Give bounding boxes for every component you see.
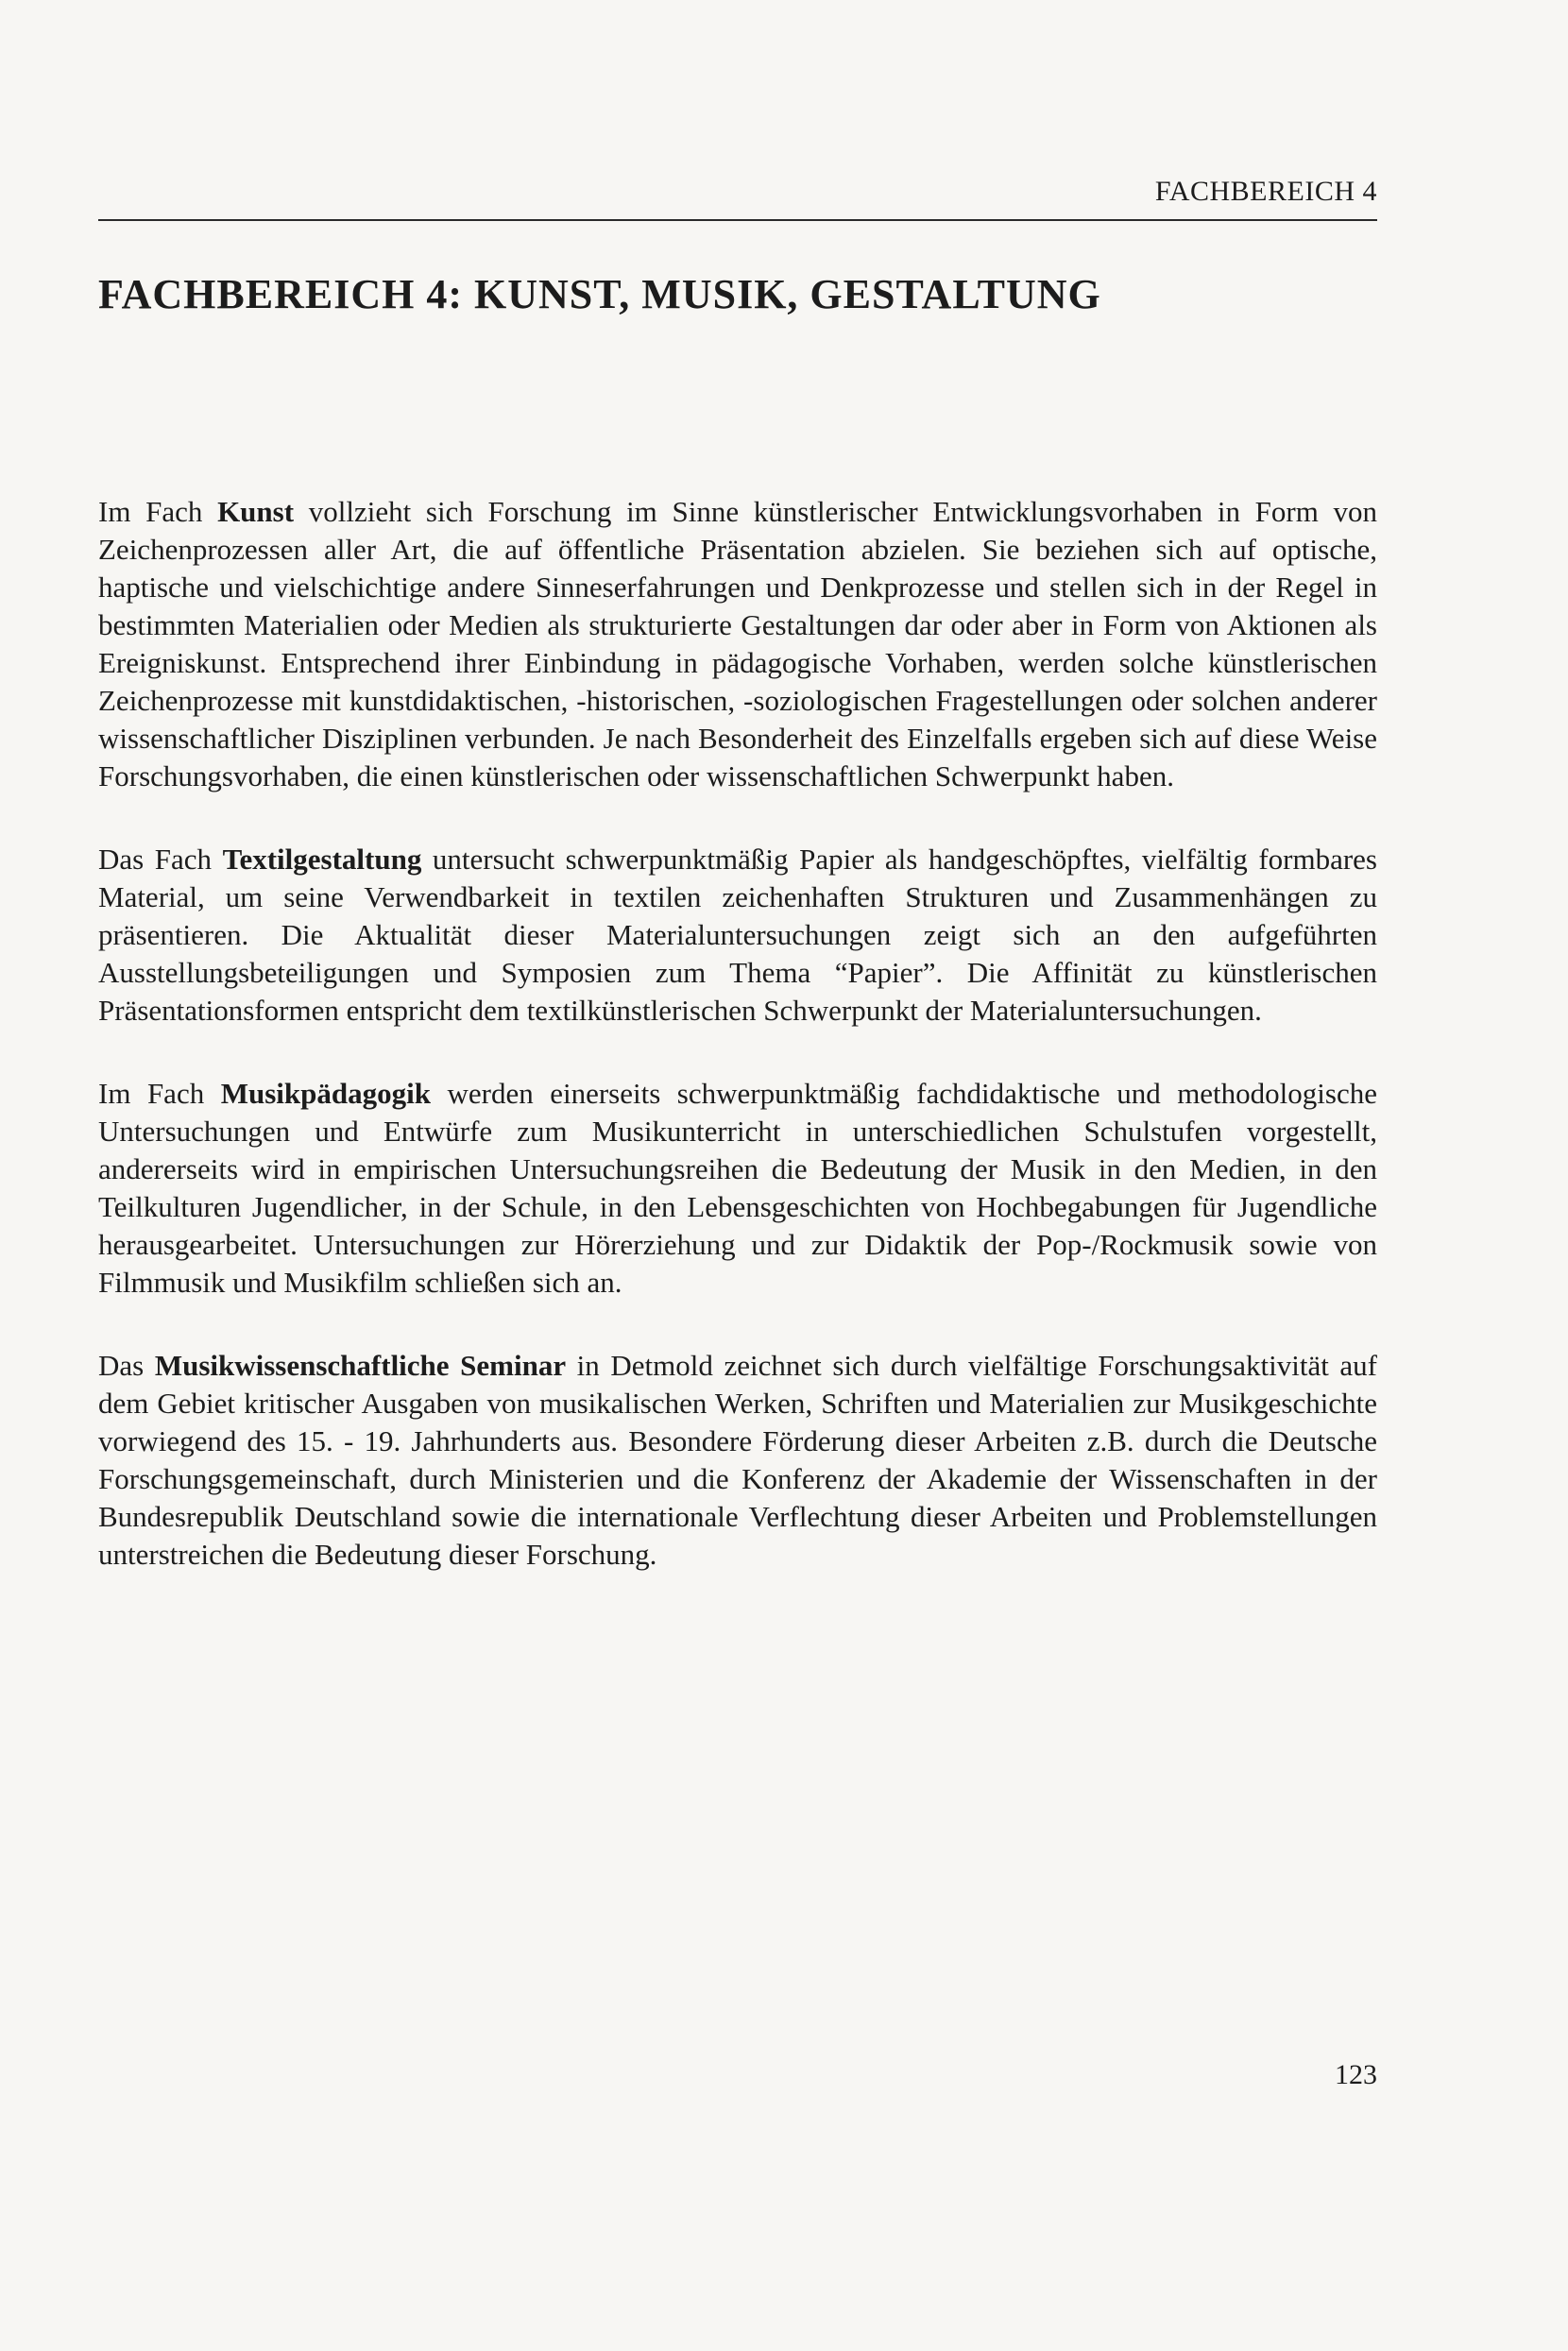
paragraph-prefix: Im Fach: [98, 495, 218, 528]
page-number: 123: [1335, 2059, 1377, 2090]
subject-kunst: Kunst: [217, 495, 295, 528]
subject-textilgestaltung: Textilgestaltung: [222, 843, 422, 876]
paragraph-text: untersucht schwerpunktmäßig Papier als handgeschöpftes, vielfältig formbares Material, um seine Verwendbarkeit in textilen zeichenhaften Strukturen und Zusammenhängen zu präsentieren. Die Aktualität dieser Materialuntersuchungen zeigt sich an den aufgeführten Ausstellungsbeteiligungen und Symposien zum Thema “Papier”. Die Affinität zu künstlerischen Präsentationsformen entspricht dem textilkünstlerischen Schwerpunkt der Materialuntersuchungen.: [98, 843, 1377, 1027]
running-header: FACHBEREICH 4: [1154, 176, 1377, 207]
paragraph-prefix: Das: [98, 1349, 155, 1382]
paragraph-prefix: Das Fach: [98, 843, 223, 876]
body-text: [98, 493, 1377, 1619]
paragraph-kunst: [98, 493, 1377, 795]
paragraph-text: in Detmold zeichnet sich durch vielfältige Forschungsaktivität auf dem Gebiet kritischer Ausgaben von musikalischen Werken, Schriften und Materialien zur Musikgeschichte vorwiegend des 15. - 19. Jahrhunderts aus. Besondere Förderung dieser Arbeiten z.B. durch die Deutsche Forschungsgemeinschaft, durch Ministerien und die Konferenz der Akademie der Wissenschaften in der Bundesrepublik Deutschland sowie die internationale Verflechtung dieser Arbeiten und Problemstellungen unterstreichen die Bedeutung dieser Forschung.: [98, 1349, 1377, 1571]
paragraph-prefix: Im Fach: [98, 1077, 221, 1110]
paragraph-musikwissenschaft: [98, 1347, 1377, 1574]
paragraph-text: vollzieht sich Forschung im Sinne künstlerischer Entwicklungsvorhaben in Form von Zeichenprozessen aller Art, die auf öffentliche Präsentation abzielen. Sie beziehen sich auf optische, haptische und vielschichtige andere Sinneserfahrungen und Denkprozesse und stellen sich in der Regel in bestimmten Materialien oder Medien als strukturierte Gestaltungen dar oder aber in Form von Aktionen als Ereigniskunst. Entsprechend ihrer Einbindung in pädagogische Vorhaben, werden solche künstlerischen Zeichenprozesse mit kunstdidaktischen, -historischen, -soziologischen Fragestellungen oder solchen anderer wissenschaftlicher Disziplinen verbunden. Je nach Besonderheit des Einzelfalls ergeben sich auf diese Weise Forschungsvorhaben, die einen künstlerischen oder wissenschaftlichen Schwerpunkt haben.: [98, 495, 1377, 792]
header-rule: [98, 219, 1377, 221]
chapter-title: FACHBEREICH 4: KUNST, MUSIK, GESTALTUNG: [98, 271, 1101, 317]
paragraph-text: werden einerseits schwerpunktmäßig fachdidaktische und methodologische Untersuchungen und Entwürfe zum Musikunterricht in unterschiedlichen Schulstufen vorgestellt, andererseits wird in empirischen Untersuchungsreihen die Bedeutung der Musik in den Medien, in den Teilkulturen Jugendlicher, in der Schule, in den Lebensgeschichten von Hochbegabungen für Jugendliche herausgearbeitet. Untersuchungen zur Hörerziehung und zur Didaktik der Pop-/Rockmusik sowie von Filmmusik und Musikfilm schließen sich an.: [98, 1077, 1377, 1299]
paragraph-musikpaedagogik: [98, 1075, 1377, 1302]
subject-musikpaedagogik: Musikpädagogik: [220, 1077, 431, 1110]
subject-musikwissenschaft: Musikwissenschaftliche Seminar: [154, 1349, 567, 1382]
paragraph-textilgestaltung: [98, 841, 1377, 1030]
